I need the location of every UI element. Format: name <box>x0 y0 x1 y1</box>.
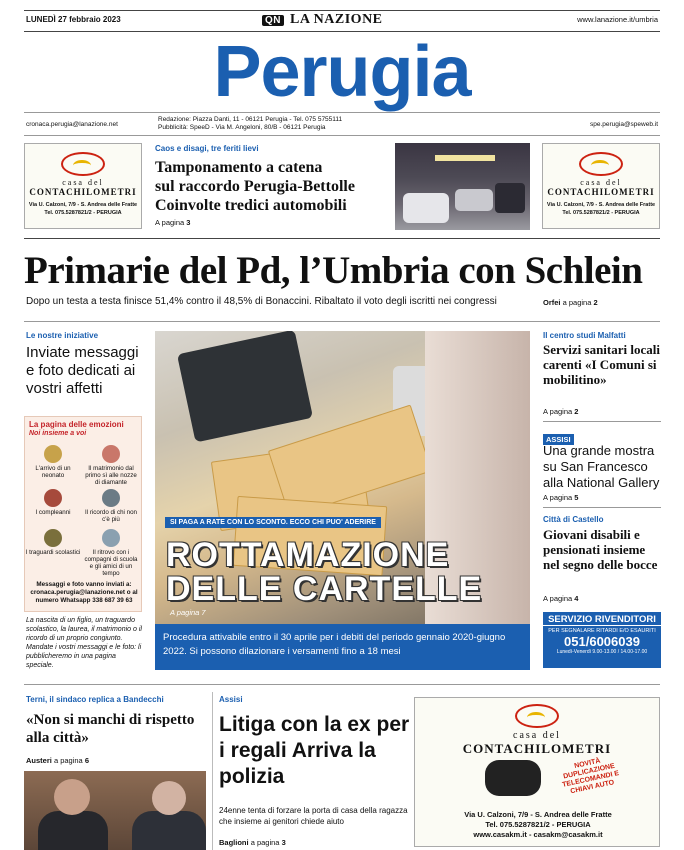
left-kicker: Le nostre iniziative <box>26 331 99 340</box>
lead-ref <box>543 298 598 307</box>
ad-address <box>25 201 141 217</box>
left-italic-text: La nascita di un figlio, un traguardo scolastico, la laurea, il matrimonio o il ricordo di un proprio congiunto. Mandate i vostri messaggi e le foto: li pubblicheremo in una pagina speciale. <box>26 617 142 669</box>
graduation-cap-icon <box>44 529 62 547</box>
bottom-mid-kicker: Assisi <box>219 695 243 704</box>
lead-subhead: Dopo un testa a testa finisce 51,4% contro il 48,5% di Bonaccini. Ribaltato il voto degli iscritti nei congressi <box>26 296 497 307</box>
ref-prefix: A pagina <box>543 407 573 416</box>
ad-addr2: Tel. 075.5287821/2 - PERUGIA <box>562 210 640 216</box>
accident-photo <box>395 143 530 230</box>
right-ref-2 <box>543 493 661 502</box>
emotion-item-wedding <box>83 445 139 486</box>
ad-promo: NOVITÀ DUPLICAZIONE TELECOMANDI E CHIAVI AUTO <box>561 757 620 796</box>
ad-logo-icon <box>515 704 559 728</box>
bottom-ad <box>414 697 660 847</box>
ref-page: 3 <box>281 838 286 847</box>
top-story-line1: Tamponamento a catena <box>155 159 323 176</box>
ad-address <box>415 810 661 840</box>
hero-ref: A pagina 7 <box>170 608 206 617</box>
ref-prefix: A pagina <box>543 493 573 502</box>
emotion-item-label: Il matrimonio dal primo sì alle nozze di diamante <box>85 465 137 486</box>
top-story-line2: sul raccordo Perugia-Bettolle <box>155 178 355 195</box>
right-title-1[interactable]: Servizi sanitari locali carenti «I Comuni si mobilitino» <box>543 342 660 387</box>
ad-left <box>24 143 142 229</box>
pubblicita-line: Pubblicità: SpeeD - Via M. Angeloni, 80/B - 06121 Perugia <box>158 124 326 131</box>
emotion-item-label: Il ritrovo con i compagni di scuola e gli amici di un tempo <box>84 549 138 577</box>
rings-icon <box>102 445 120 463</box>
top-story-line3: Coinvolte tredici automobili <box>155 197 347 214</box>
ad-logo-icon <box>579 152 623 176</box>
emotion-box-footer: Messaggi e foto vanno inviati a: cronaca.perugia@lanazione.net o al numero Whatsapp 338 687 39 63 <box>30 581 138 604</box>
bottom-left-title[interactable]: «Non si manchi di rispetto alla città» <box>26 712 195 746</box>
ad-addr1: Via U. Calzoni, 7/9 - S. Andrea delle Fratte <box>464 810 612 819</box>
emotion-item-reunion <box>83 529 139 577</box>
top-story-ref <box>155 218 190 227</box>
emotion-item-graduation <box>25 529 81 556</box>
person-head-shape <box>54 779 90 815</box>
right-kicker-3: Città di Castello <box>543 515 604 524</box>
ad-logo-icon <box>61 152 105 176</box>
ad-name1: casa del <box>580 178 622 187</box>
bottom-mid-text: 24enne tenta di forzare la porta di casa della ragazza che insieme ai genitori chiede aiuto <box>219 806 408 826</box>
right-title-3[interactable]: Giovani disabili e pensionati insieme nel segno delle bocce <box>543 527 658 572</box>
emotion-box-subtitle: Noi insieme a voi <box>29 430 87 437</box>
ref-page: 5 <box>574 493 579 502</box>
emotion-item-label: L'arrivo di un neonato <box>35 465 71 479</box>
bottom-left-kicker: Terni, il sindaco replica a Bandecchi <box>26 695 164 704</box>
emotion-box-title: La pagina delle emozioni <box>29 420 124 429</box>
issue-date: LUNEDÌ 27 febbraio 2023 <box>26 15 121 24</box>
ref-page: 6 <box>84 756 89 765</box>
emotion-item-label: Il ricordo di chi non c'è più <box>85 509 137 523</box>
car-key-icon <box>485 760 541 796</box>
ref-author: Orfei <box>543 298 561 307</box>
brand-logo <box>262 12 383 28</box>
ad-web: www.casakm.it - casakm@casakm.it <box>473 830 603 839</box>
service-hours: Lunedì-Venerdì 9.00-13.00 / 14.00-17.00 <box>556 649 648 655</box>
left-title[interactable]: Inviate messaggi e foto dedicati ai vostri affetti <box>26 344 139 397</box>
ref-author: Baglioni <box>219 838 249 847</box>
ref-text: a pagina <box>562 298 592 307</box>
ad-addr2: Tel. 075.5287821/2 - PERUGIA <box>485 820 591 829</box>
bottom-mid-title[interactable]: Litiga con la ex per i regali Arriva la polizia <box>219 713 410 788</box>
service-box <box>543 612 661 668</box>
ad-addr1: Via U. Calzoni, 7/9 - S. Andrea delle Fratte <box>546 202 656 208</box>
emotion-item-memory <box>83 489 139 523</box>
right-ref-3 <box>543 594 661 603</box>
ad-name2: CONTACHILOMETRI <box>462 741 612 756</box>
brand-name: LA NAZIONE <box>290 12 383 27</box>
candle-icon <box>102 489 120 507</box>
service-number: 051/6006039 <box>564 634 640 649</box>
ref-prefix: A pagina <box>543 594 573 603</box>
hero-caption: Procedura attivabile entro il 30 aprile per i debiti del periodo gennaio 2020-giugno 2022. Si possono dilazionare i versamenti fino a 18 mesi <box>155 624 530 670</box>
service-sub: PER SEGNALARE RITARDI E/O ESAURITI <box>548 628 656 634</box>
person-head-shape <box>152 781 186 815</box>
ref-prefix: A pagina <box>155 218 185 227</box>
person-shape <box>38 811 108 850</box>
ad-name1: casa del <box>62 178 104 187</box>
ref-author: Austeri <box>26 756 52 765</box>
emotion-item-label: I traguardi scolastici <box>25 549 81 556</box>
cake-icon <box>44 489 62 507</box>
hero-title-line2: DELLE CARTELLE <box>166 570 483 608</box>
bottom-mid-ref <box>219 838 286 847</box>
ad-right <box>542 143 660 229</box>
redazione-info <box>158 116 342 132</box>
ad-name2: CONTACHILOMETRI <box>547 187 655 197</box>
ad-addr1: Via U. Calzoni, 7/9 - S. Andrea delle Fratte <box>28 202 138 208</box>
hero-title[interactable] <box>166 538 482 606</box>
bottom-left-ref <box>26 756 89 765</box>
person-shape <box>132 811 206 850</box>
site-url: www.lanazione.it/umbria <box>577 15 658 24</box>
emotion-item-label: I compleanni <box>35 509 71 516</box>
emotion-box <box>24 416 142 612</box>
ad-name1: casa del <box>513 730 561 741</box>
qn-logo: QN <box>262 15 284 26</box>
friends-icon <box>102 529 120 547</box>
assisi-badge: ASSISI <box>543 434 574 445</box>
ad-name2: CONTACHILOMETRI <box>29 187 137 197</box>
redazione-line: Redazione: Piazza Danti, 11 - 06121 Perugia - Tel. 075 5755111 <box>158 116 343 123</box>
service-title: SERVIZIO RIVENDITORI <box>543 612 661 626</box>
ref-text: a pagina <box>250 838 280 847</box>
ad-address <box>543 201 659 217</box>
masthead: Perugia <box>213 32 471 112</box>
bottom-left-photo <box>24 771 206 850</box>
lead-headline[interactable]: Primarie del Pd, l’Umbria con Schlein <box>24 249 643 292</box>
right-title-2[interactable]: Una grande mostra su San Francesco alla National Gallery <box>543 443 660 490</box>
baby-icon <box>44 445 62 463</box>
email-left: cronaca.perugia@lanazione.net <box>26 121 118 128</box>
calculator-shape <box>177 331 313 442</box>
emotion-item-newborn <box>25 445 81 479</box>
hero-title-line1: ROTTAMAZIONE <box>166 536 450 574</box>
email-right: spe.perugia@speweb.it <box>589 121 658 128</box>
ref-page: 3 <box>186 218 191 227</box>
ref-page: 2 <box>574 407 579 416</box>
right-kicker-1: Il centro studi Malfatti <box>543 331 626 340</box>
info-bar <box>24 112 660 136</box>
ad-addr2: Tel. 075.5287821/2 - PERUGIA <box>44 210 122 216</box>
emotion-item-birthday <box>25 489 81 516</box>
right-ref-1 <box>543 407 661 416</box>
hero-kicker: SI PAGA A RATE CON LO SCONTO. ECCO CHI PUO' ADERIRE <box>165 517 381 528</box>
ref-page: 2 <box>593 298 598 307</box>
top-story-kicker: Caos e disagi, tre feriti lievi <box>155 144 259 153</box>
ref-text: a pagina <box>53 756 83 765</box>
ref-page: 4 <box>574 594 579 603</box>
top-story-title[interactable] <box>155 158 395 215</box>
